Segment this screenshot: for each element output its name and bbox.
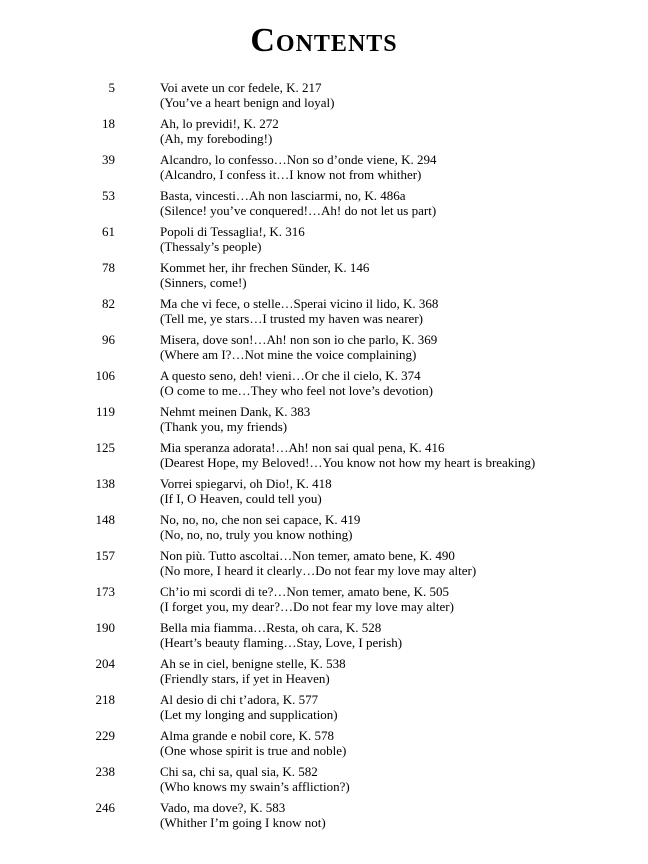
toc-entry [0, 584, 648, 614]
entry-title: Ah se in ciel, benigne stelle, K. 538 [160, 656, 346, 671]
toc-entry [0, 116, 648, 146]
entry-text [160, 800, 326, 830]
entry-text [160, 152, 437, 182]
toc-entry [0, 548, 648, 578]
entry-title: No, no, no, che non sei capace, K. 419 [160, 512, 361, 527]
entry-text [160, 620, 402, 650]
entry-subtitle: (Silence! you’ve conquered!…Ah! do not let us part) [160, 203, 437, 218]
entry-title: Al desio di chi t’adora, K. 577 [160, 692, 319, 707]
entry-subtitle: (Thessaly’s people) [160, 239, 262, 254]
entry-subtitle: (If I, O Heaven, could tell you) [160, 491, 322, 506]
entry-page-number: 157 [95, 548, 115, 563]
entry-page-number: 138 [95, 476, 115, 491]
entry-title: Misera, dove son!…Ah! non son io che parlo, K. 369 [160, 332, 438, 347]
entry-text [160, 548, 476, 578]
toc-entry [0, 80, 648, 110]
entry-page-number: 190 [95, 620, 115, 635]
toc-entry [0, 296, 648, 326]
toc-entry [0, 512, 648, 542]
entry-text [160, 368, 433, 398]
entry-title: Alcandro, lo confesso…Non so d’onde viene, K. 294 [160, 152, 437, 167]
entry-subtitle: (Let my longing and supplication) [160, 707, 338, 722]
toc-entry [0, 152, 648, 182]
toc-entry [0, 188, 648, 218]
toc-entry [0, 800, 648, 830]
entry-text [160, 260, 369, 290]
entry-subtitle: (Alcandro, I confess it…I know not from whither) [160, 167, 422, 182]
entry-title: Nehmt meinen Dank, K. 383 [160, 404, 311, 419]
toc-entry [0, 656, 648, 686]
entry-text [160, 764, 350, 794]
entry-subtitle: (Thank you, my friends) [160, 419, 288, 434]
entry-page-number: 106 [95, 368, 115, 383]
entry-title: Voi avete un cor fedele, K. 217 [160, 80, 322, 95]
toc-entry [0, 260, 648, 290]
entry-subtitle: (Dearest Hope, my Beloved!…You know not how my heart is breaking) [160, 455, 536, 470]
entry-subtitle: (Where am I?…Not mine the voice complaining) [160, 347, 417, 362]
entry-title: Vado, ma dove?, K. 583 [160, 800, 286, 815]
entry-text [160, 692, 338, 722]
entry-subtitle: (No, no, no, truly you know nothing) [160, 527, 353, 542]
entry-page-number: 82 [102, 296, 115, 311]
entry-title: Alma grande e nobil core, K. 578 [160, 728, 335, 743]
entry-text [160, 728, 346, 758]
entry-title: A questo seno, deh! vieni…Or che il cielo, K. 374 [160, 368, 421, 383]
entry-title: Vorrei spiegarvi, oh Dio!, K. 418 [160, 476, 332, 491]
entry-page-number: 229 [95, 728, 115, 743]
entry-subtitle: (Ah, my foreboding!) [160, 131, 273, 146]
entry-page-number: 125 [95, 440, 115, 455]
entry-text [160, 80, 335, 110]
entry-text [160, 440, 535, 470]
entry-text [160, 404, 310, 434]
toc-entry [0, 404, 648, 434]
entry-title: Ah, lo previdi!, K. 272 [160, 116, 279, 131]
entry-page-number: 238 [95, 764, 115, 779]
entry-subtitle: (Whither I’m going I know not) [160, 815, 326, 830]
entry-page-number: 204 [95, 656, 115, 671]
entry-subtitle: (O come to me…They who feel not love’s devotion) [160, 383, 433, 398]
entry-text [160, 656, 346, 686]
entry-text [160, 512, 360, 542]
toc-entry [0, 620, 648, 650]
entry-subtitle: (No more, I heard it clearly…Do not fear my love may alter) [160, 563, 477, 578]
toc-entry [0, 692, 648, 722]
toc-entry [0, 224, 648, 254]
entry-page-number: 5 [108, 80, 115, 95]
entry-page-number: 218 [95, 692, 115, 707]
entry-text [160, 116, 279, 146]
entry-text [160, 476, 332, 506]
entry-text [160, 188, 436, 218]
page-title: Contents [250, 22, 398, 59]
entry-title: Ch’io mi scordi di te?…Non temer, amato bene, K. 505 [160, 584, 450, 599]
entry-title: Mia speranza adorata!…Ah! non sai qual pena, K. 416 [160, 440, 445, 455]
entry-page-number: 119 [95, 404, 115, 419]
entry-title: Popoli di Tessaglia!, K. 316 [160, 224, 305, 239]
entry-text [160, 332, 437, 362]
entry-page-number: 173 [95, 584, 115, 599]
entry-page-number: 78 [102, 260, 115, 275]
toc-entry [0, 368, 648, 398]
toc-entry [0, 440, 648, 470]
entry-subtitle: (Friendly stars, if yet in Heaven) [160, 671, 330, 686]
toc-entry [0, 332, 648, 362]
entry-title: Kommet her, ihr frechen Sünder, K. 146 [160, 260, 370, 275]
entry-page-number: 148 [95, 512, 115, 527]
toc-entry [0, 476, 648, 506]
entry-title: Chi sa, chi sa, qual sia, K. 582 [160, 764, 318, 779]
toc-entry [0, 764, 648, 794]
entry-page-number: 18 [102, 116, 115, 131]
entry-text [160, 584, 454, 614]
entry-subtitle: (You’ve a heart benign and loyal) [160, 95, 335, 110]
entry-title: Ma che vi fece, o stelle…Sperai vicino il lido, K. 368 [160, 296, 439, 311]
entry-text [160, 224, 305, 254]
entry-subtitle: (Tell me, ye stars…I trusted my haven was nearer) [160, 311, 423, 326]
entry-page-number: 246 [95, 800, 115, 815]
entry-subtitle: (Heart’s beauty flaming…Stay, Love, I perish) [160, 635, 403, 650]
entry-subtitle: (Sinners, come!) [160, 275, 247, 290]
entry-title: Bella mia fiamma…Resta, oh cara, K. 528 [160, 620, 382, 635]
entry-page-number: 53 [102, 188, 115, 203]
toc-list [0, 80, 648, 830]
toc-entry [0, 728, 648, 758]
entry-page-number: 61 [102, 224, 115, 239]
entry-subtitle: (I forget you, my dear?…Do not fear my love may alter) [160, 599, 454, 614]
entry-subtitle: (Who knows my swain’s affliction?) [160, 779, 350, 794]
entry-page-number: 39 [102, 152, 115, 167]
entry-page-number: 96 [102, 332, 115, 347]
entry-subtitle: (One whose spirit is true and noble) [160, 743, 347, 758]
entry-text [160, 296, 438, 326]
entry-title: Basta, vincesti…Ah non lasciarmi, no, K. 486a [160, 188, 406, 203]
entry-title: Non più. Tutto ascoltai…Non temer, amato bene, K. 490 [160, 548, 455, 563]
